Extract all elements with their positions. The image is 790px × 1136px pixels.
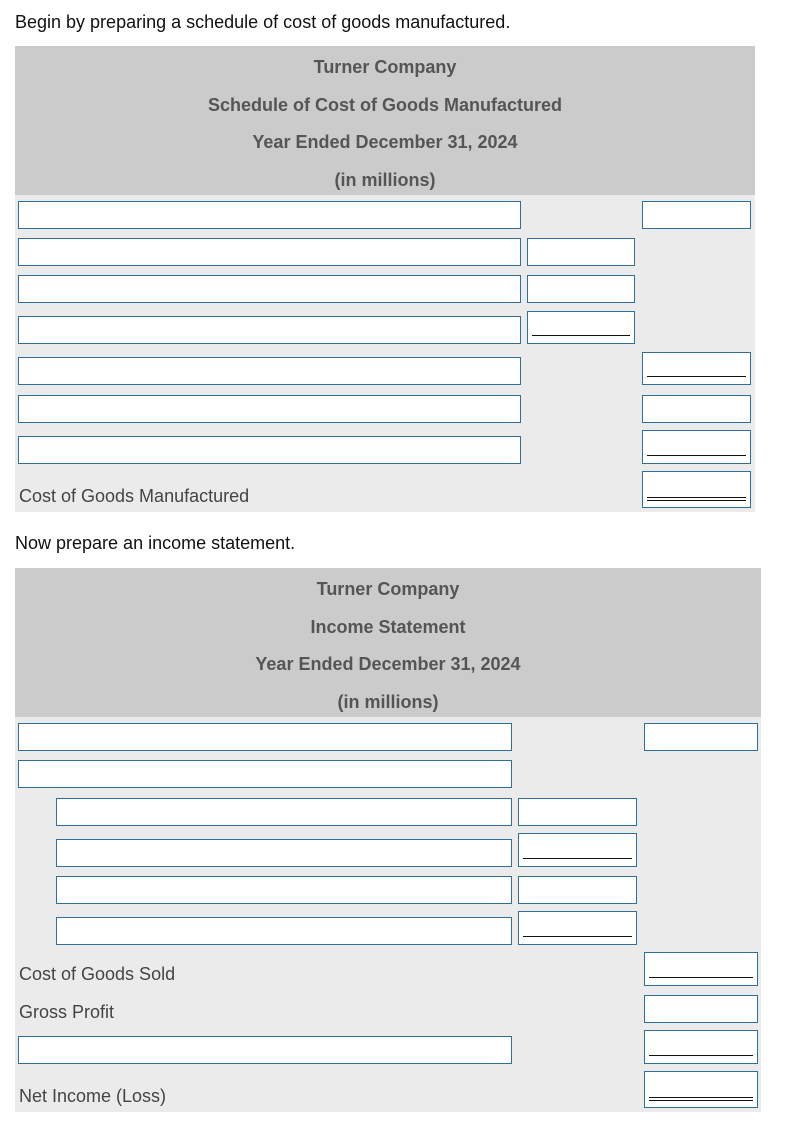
account-select[interactable] [18, 436, 521, 464]
statement-title: Income Statement [310, 617, 466, 637]
net-income-label: Net Income (Loss) [19, 1086, 167, 1106]
amount-input[interactable] [642, 201, 751, 229]
amount-input[interactable] [518, 911, 637, 945]
instruction-schedule: Begin by preparing a schedule of cost of goods manufactured. [15, 12, 511, 32]
account-select[interactable] [18, 275, 521, 303]
amount-input[interactable] [518, 798, 637, 826]
statement-title: Schedule of Cost of Goods Manufactured [207, 95, 562, 115]
amount-input[interactable] [644, 723, 758, 751]
account-select-indented[interactable] [56, 917, 512, 945]
income-statement-panel [15, 568, 761, 1112]
cogm-total-label: Cost of Goods Manufactured [19, 486, 250, 506]
account-select[interactable] [18, 1036, 512, 1064]
account-select[interactable] [18, 316, 521, 344]
cogm-schedule-panel [15, 46, 755, 512]
amount-input[interactable] [642, 395, 751, 423]
amount-input[interactable] [518, 876, 637, 904]
gross-profit-label: Gross Profit [19, 1002, 115, 1022]
company-name: Turner Company [313, 57, 457, 77]
cogs-total-input[interactable] [644, 952, 758, 986]
account-select-indented[interactable] [56, 876, 512, 904]
amount-input[interactable] [527, 275, 635, 303]
net-income-input[interactable] [644, 1071, 758, 1108]
income-statement-header [15, 568, 761, 717]
amount-input[interactable] [527, 311, 635, 344]
company-name: Turner Company [316, 579, 460, 599]
cogm-total-input[interactable] [642, 471, 751, 508]
instruction-income-statement: Now prepare an income statement. [15, 533, 296, 553]
cogs-label: Cost of Goods Sold [19, 964, 176, 984]
cogm-schedule-header [15, 46, 755, 195]
gross-profit-input[interactable] [644, 995, 758, 1023]
account-select-indented[interactable] [56, 798, 512, 826]
account-select[interactable] [18, 723, 512, 751]
statement-period: Year Ended December 31, 2024 [255, 654, 521, 674]
statement-units: (in millions) [334, 170, 436, 190]
amount-input[interactable] [644, 1030, 758, 1064]
account-select[interactable] [18, 201, 521, 229]
amount-input[interactable] [642, 430, 751, 464]
account-select[interactable] [18, 760, 512, 788]
amount-input[interactable] [642, 352, 751, 385]
account-select[interactable] [18, 395, 521, 423]
amount-input[interactable] [527, 238, 635, 266]
account-select[interactable] [18, 357, 521, 385]
amount-input[interactable] [518, 833, 637, 867]
statement-units: (in millions) [337, 692, 439, 712]
account-select-indented[interactable] [56, 839, 512, 867]
account-select[interactable] [18, 238, 521, 266]
statement-period: Year Ended December 31, 2024 [252, 132, 518, 152]
